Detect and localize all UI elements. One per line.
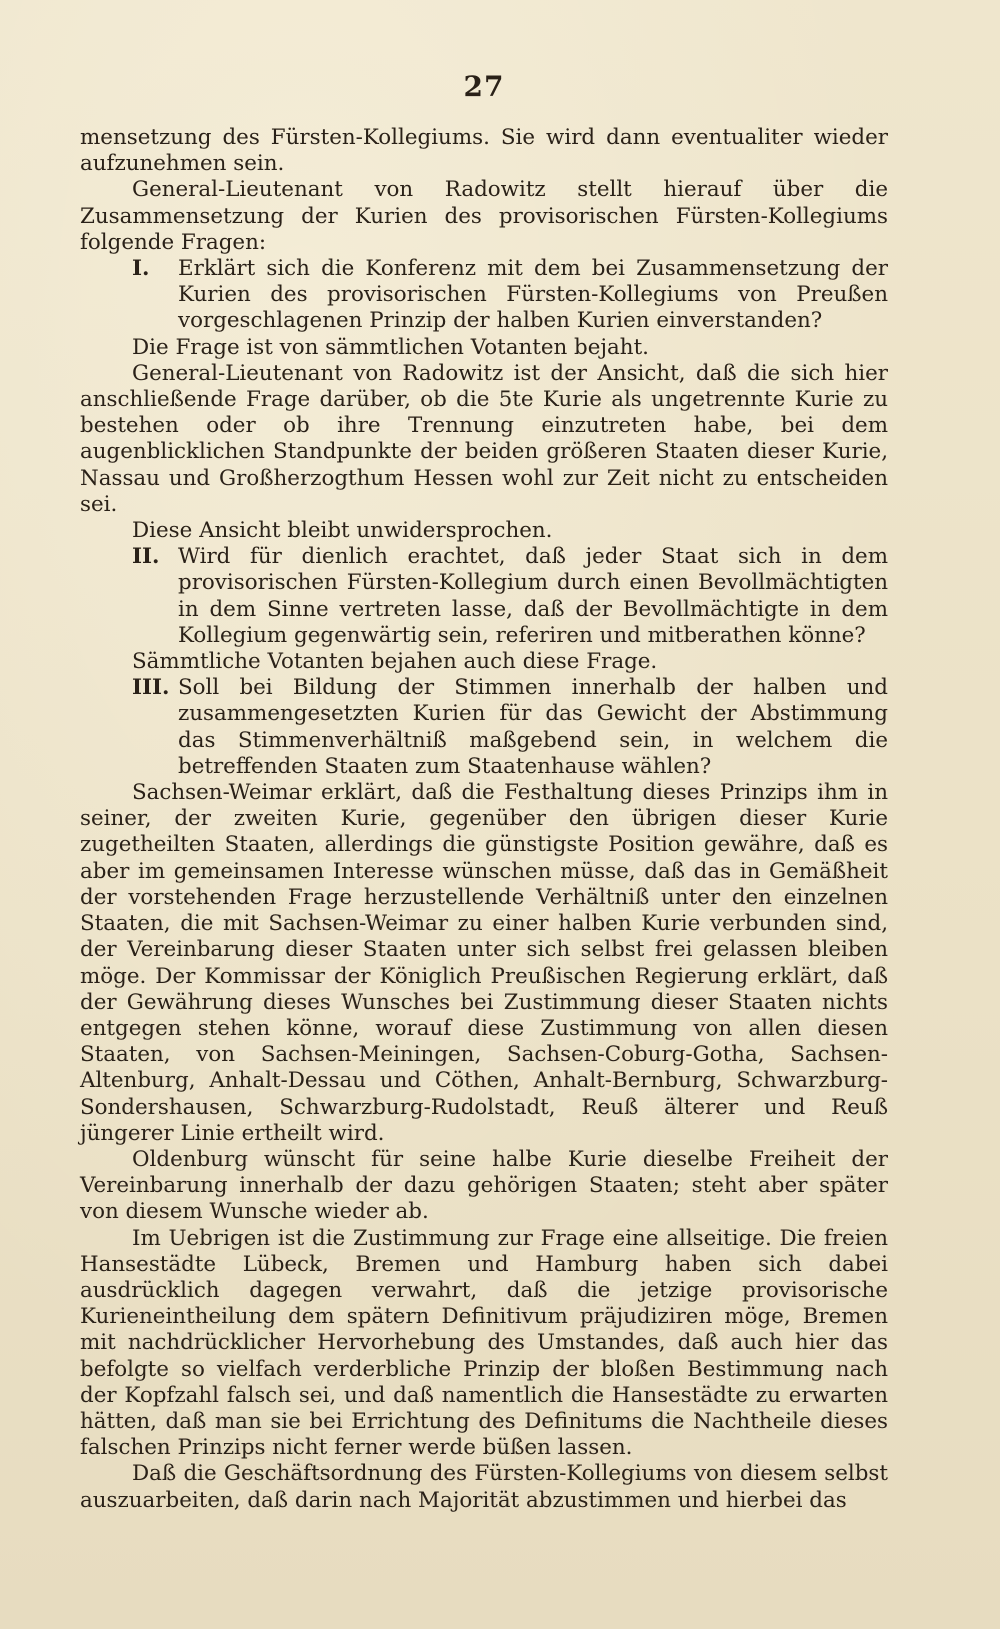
- paragraph: Im Uebrigen ist die Zustimmung zur Frage eine allseitige. Die freien Hansestädte Lübeck, Bremen und Hamburg haben sich dabei ausdrücklich dagegen verwahrt, daß die jetzige provisorische Kurieneintheilung dem spätern Definitivum präjudiziren möge, Bremen mit nachdrücklicher Hervorhebung des Umstandes, daß auch hier das befolgte so vielfach verderbliche Prinzip der bloßen Bestimmung nach der Kopfzahl falsch sei, und daß namentlich die Hansestädte zu erwarten hätten, daß man sie bei Errichtung des Definitums die Nachtheile dieses falschen Prinzips nicht ferner werde büßen lassen.: [80, 1225, 888, 1461]
- paragraph: General-Lieutenant von Radowitz ist der Ansicht, daß die sich hier anschließende Frage darüber, ob die 5te Kurie als ungetrennte Kurie zu bestehen oder ob ihre Trennung einzutreten habe, bei dem augenblicklichen Standpunkte der beiden größeren Staaten dieser Kurie, Nassau und Großherzogthum Hessen wohl zur Zeit nicht zu entscheiden sei.: [80, 360, 888, 517]
- question-item: [80, 675, 888, 780]
- paragraph: Diese Ansicht bleibt unwidersprochen.: [132, 518, 553, 544]
- question-text: Wird für dienlich erachtet, daß jeder Staat sich in dem provisorischen Fürsten-Kollegium durch einen Bevollmächtigten in dem Sinne vertreten lasse, daß der Bevollmächtigte in dem Kollegium gegenwärtig sein, referiren und mitberathen könne?: [178, 544, 888, 648]
- question-text: Soll bei Bildung der Stimmen innerhalb der halben und zusammengesetzten Kurien für das Gewicht der Abstimmung das Stimmenverhältniß maßgebend sein, in welchem die betreffenden Staaten zum Staatenhause wählen?: [178, 675, 888, 779]
- paragraph: Sämmtliche Votanten bejahen auch diese Frage.: [132, 649, 658, 675]
- question-number: I.: [132, 256, 150, 282]
- paragraph: Oldenburg wünscht für seine halbe Kurie dieselbe Freiheit der Vereinbarung innerhalb der dazu gehörigen Staaten; steht aber später von diesem Wunsche wieder ab.: [80, 1146, 888, 1225]
- page-body: [80, 125, 888, 1514]
- paragraph: Daß die Geschäftsordnung des Fürsten-Kollegiums von diesem selbst auszuarbeiten, daß darin nach Majorität abzustimmen und hierbei das: [80, 1461, 888, 1513]
- paragraph: mensetzung des Fürsten-Kollegiums. Sie wird dann eventualiter wieder aufzunehmen sein.: [80, 125, 888, 177]
- question-text: Erklärt sich die Konferenz mit dem bei Zusammensetzung der Kurien des provisorischen Fürsten-Kollegiums von Preußen vorgeschlagenen Prinzip der halben Kurien einverstanden?: [178, 256, 888, 334]
- page-number: 27: [463, 70, 505, 103]
- question-item: [80, 544, 888, 649]
- question-item: [80, 256, 888, 335]
- paragraph: General-Lieutenant von Radowitz stellt hierauf über die Zusammensetzung der Kurien des provisorischen Fürsten-Kollegiums folgende Fragen:: [80, 177, 888, 255]
- question-number: III.: [132, 675, 170, 701]
- paragraph: Die Frage ist von sämmtlichen Votanten bejaht.: [132, 334, 649, 360]
- question-number: II.: [132, 544, 160, 570]
- paragraph: Sachsen-Weimar erklärt, daß die Festhaltung dieses Prinzips ihm in seiner, der zweiten Kurie, gegenüber den übrigen dieser Kurie zugetheilten Staaten, allerdings die günstigste Position gewähre, daß es aber im gemeinsamen Interesse wünschen müsse, daß das in Gemäßheit der vorstehenden Frage herzustellende Verhältniß unter den einzelnen Staaten, die mit Sachsen-Weimar zu einer halben Kurie verbunden sind, der Vereinbarung dieser Staaten unter sich selbst frei gelassen bleiben möge. Der Kommissar der Königlich Preußischen Regierung erklärt, daß der Gewährung dieses Wunsches bei Zustimmung dieser Staaten nichts entgegen stehen könne, worauf diese Zustimmung von allen diesen Staaten, von Sachsen-Meiningen, Sachsen-Coburg-Gotha, Sachsen-Altenburg, Anhalt-Dessau und Cöthen, Anhalt-Bernburg, Schwarzburg-Sondershausen, Schwarzburg-Rudolstadt, Reuß älterer und Reuß jüngerer Linie ertheilt wird.: [80, 780, 888, 1146]
